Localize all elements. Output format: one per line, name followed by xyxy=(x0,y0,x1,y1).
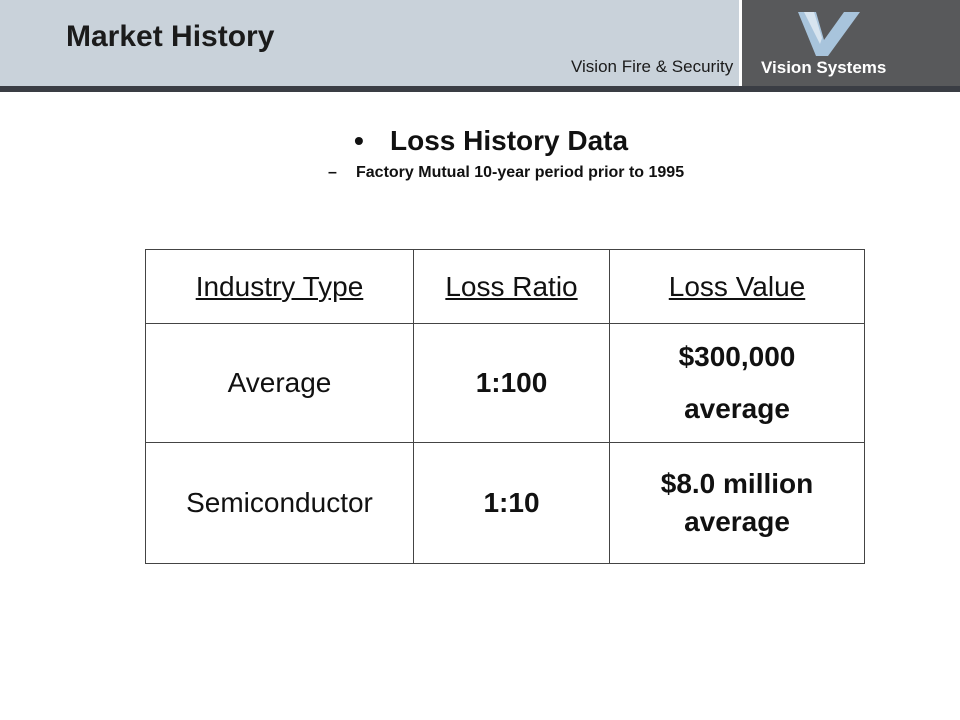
value-cell xyxy=(610,443,865,564)
value-line-2: average xyxy=(684,506,790,537)
table-row xyxy=(146,443,865,564)
company-name: Vision Fire & Security xyxy=(571,57,734,76)
header-loss-value: Loss Value xyxy=(610,250,865,324)
header-divider xyxy=(0,86,960,92)
page-title: Market History xyxy=(66,20,275,53)
bullet-marker: • xyxy=(354,125,364,156)
logo-panel xyxy=(739,0,960,86)
industry-cell: Average xyxy=(146,324,414,443)
value-line-1: $300,000 xyxy=(678,341,796,372)
header-loss-ratio: Loss Ratio xyxy=(414,250,610,324)
value-cell xyxy=(610,324,865,443)
heading-line xyxy=(354,125,628,157)
section-heading: Loss History Data xyxy=(390,125,629,156)
ratio-cell: 1:10 xyxy=(414,443,610,564)
logo-text: Vision Systems xyxy=(761,58,887,77)
table-header-row xyxy=(146,250,865,324)
dash-marker: – xyxy=(328,164,337,181)
section-subheading: Factory Mutual 10-year period prior to 1995 xyxy=(356,164,685,181)
value-line-2: average xyxy=(684,393,790,424)
industry-cell: Semiconductor xyxy=(146,443,414,564)
table-row xyxy=(146,324,865,443)
vision-logo-icon xyxy=(794,10,864,58)
header-industry-type: Industry Type xyxy=(146,250,414,324)
ratio-cell: 1:100 xyxy=(414,324,610,443)
value-line-1: $8.0 million xyxy=(660,468,814,499)
loss-history-table xyxy=(145,249,865,564)
subheading-line xyxy=(328,164,684,182)
